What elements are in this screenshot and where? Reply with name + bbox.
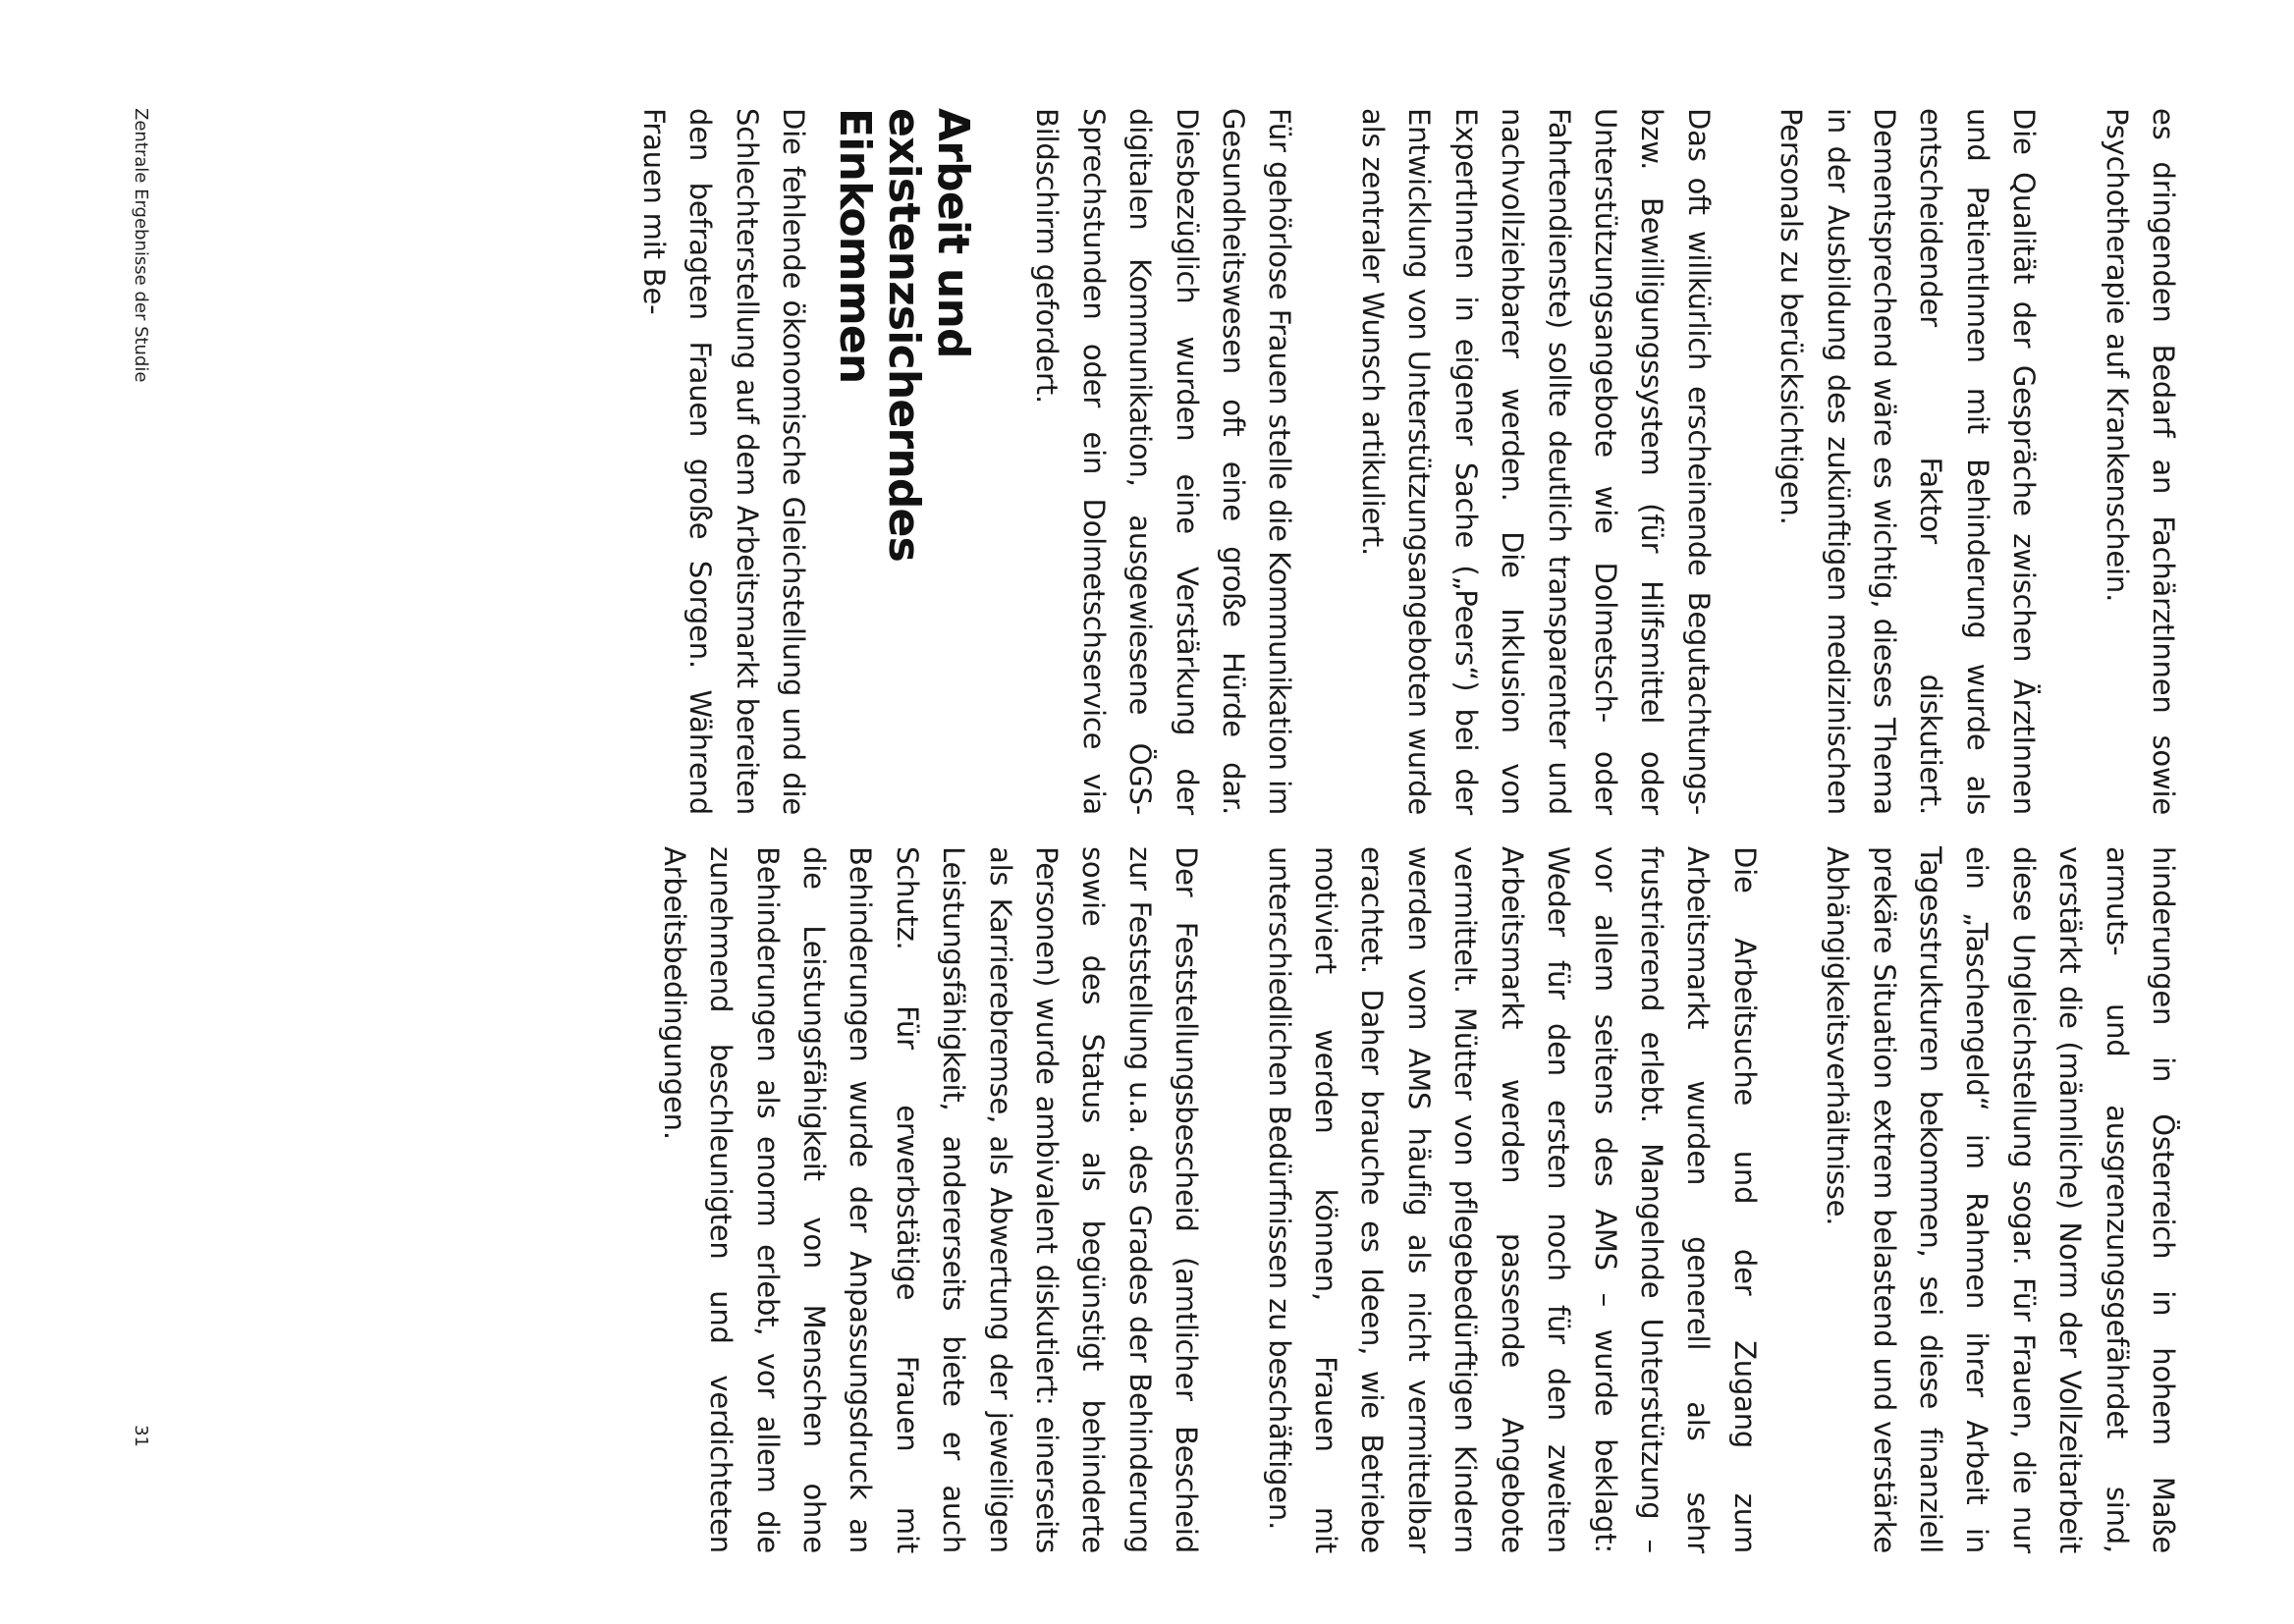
paragraph: Die Qualität der Gespräche zwischen ÄrztInnen und PatientInnen mit Behinderung wurde als entscheidender Faktor diskutiert. Dementsprechend wäre es wichtig, dieses Thema in der Ausbildung des zukünftigen medizinischen Personals zu berücksichtigen. <box>1775 108 2042 815</box>
paragraph: hinderungen in Österreich in hohem Maße armuts- und ausgrenzungsgefährdet sind, verstärkt die (männliche) Norm der Vollzeitarbeit diese Ungleichstellung sogar. Für Frauen, die nur ein „Taschengeld“ im Rahmen ihrer Arbeit in Tagesstrukturen bekommen, sei diese finanziell prekäre Situation extrem belastend und verstärke Abhängigkeitsverhältnisse. <box>1821 846 2180 1553</box>
page-number: 31 <box>131 1425 151 1447</box>
paragraph: Der Feststellungsbescheid (amtlicher Bescheid zur Feststellung u.a. des Grades der Behinderung sowie des Status als begünstigt behinderte Personen) wurde ambivalent diskutiert: einerseits als Karrierebremse, als Abwertung der jeweiligen Leistungsfähigkeit, andererseits biete er auch Schutz. Für erwerbstätige Frauen mit Behinderungen wurde der Anpassungsdruck an die Leistungsfähigkeit von Menschen ohne Behinderungen als enorm erlebt, vor allem die zunehmend beschleunigten und verdichteten Arbeitsbedingungen. <box>657 846 1204 1553</box>
right-text-column <box>650 846 2186 1553</box>
left-text-column <box>629 108 2186 815</box>
paragraph: Die fehlende ökonomische Gleichstellung und die Schlechterstellung auf dem Arbeitsmarkt bereiten den befragten Frauen große Sorgen. Während Frauen mit Be- <box>636 108 811 815</box>
paragraph: es dringenden Bedarf an FachärztInnen sowie Psychotherapie auf Krankenschein. <box>2100 108 2180 815</box>
paragraph: Für gehörlose Frauen stelle die Kommunikation im Gesundheitswesen oft eine große Hürde dar. Diesbezüglich wurden eine Verstärkung der digitalen Kommunikation, ausgewiesene ÖGS-Sprechstunden oder ein Dolmetschservice via Bildschirm gefordert. <box>1030 108 1297 815</box>
paragraph: Die Arbeitsuche und der Zugang zum Arbeitsmarkt wurden generell als sehr frustrierend erlebt. Mangelnde Unterstützung – vor allem seitens des AMS – wurde beklagt: Weder für den ersten noch für den zweiten Arbeitsmarkt werden passende Angebote vermittelt. Mütter von pflegebedürftigen Kindern werden vom AMS häufig als nicht vermittelbar erachtet. Daher brauche es Ideen, wie Betriebe motiviert werden können, Frauen mit unterschiedlichen Bedürfnissen zu beschäftigen. <box>1262 846 1762 1553</box>
paragraph: Das oft willkürlich erscheinende Begutachtungs- bzw. Bewilligungssystem (für Hilfsmittel oder Unterstützungsangebote wie Dolmetsch- oder Fahrtendienste) sollte deutlich transparenter und nachvollziehbarer werden. Die Inklusion von ExpertInnen in eigener Sache („Peers“) bei der Entwicklung von Unterstützungsangeboten wurde als zentraler Wunsch artikuliert. <box>1355 108 1716 815</box>
section-heading: Arbeit und existenzsicherndes Einkommen <box>830 108 979 562</box>
running-footer-title: Zentrale Ergebnisse der Studie <box>131 108 151 383</box>
